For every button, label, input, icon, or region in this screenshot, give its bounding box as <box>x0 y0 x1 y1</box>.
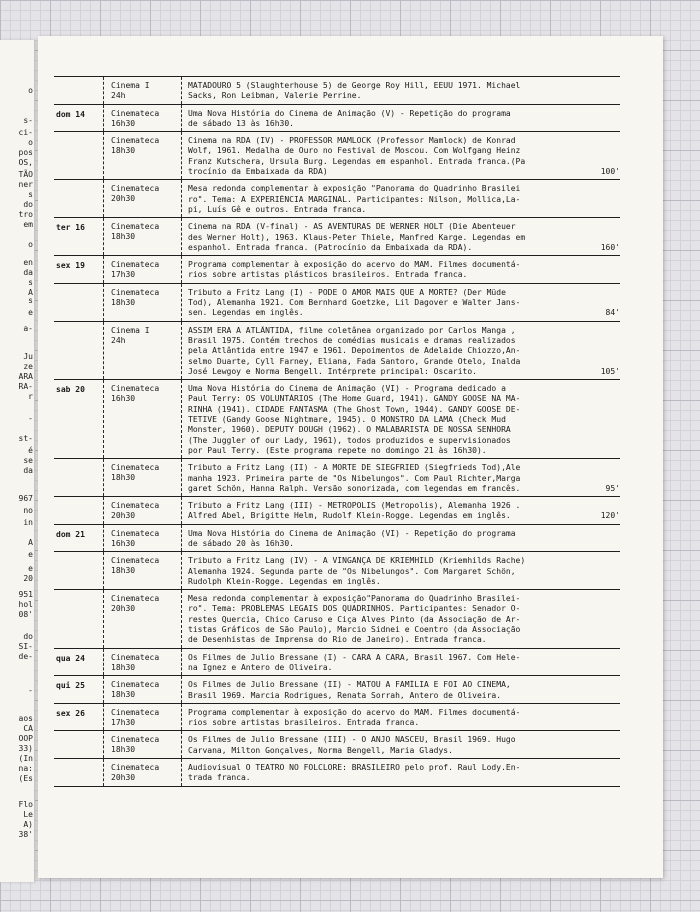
description-line: ro". Tema: A EXPERIÊNCIA MARGINAL. Participantes: Nilson, Mollica,La- <box>188 194 521 204</box>
venue-name: Cinemateca <box>111 652 160 662</box>
session-description <box>181 180 620 217</box>
session-venue-time <box>103 731 181 758</box>
margin-fragment: o <box>28 240 33 249</box>
venue-name: Cinemateca <box>111 287 160 297</box>
venue-name: Cinemateca <box>111 260 160 270</box>
venue-name: Cinemateca <box>111 594 160 604</box>
margin-fragment: 38' <box>18 830 33 839</box>
session-venue-time <box>103 380 181 458</box>
margin-fragment: hol <box>18 600 33 609</box>
session-venue-time <box>103 284 181 321</box>
margin-fragment: st- <box>18 434 33 443</box>
description-line: de sábado 20 às 16h30. <box>188 538 294 548</box>
session-description <box>181 256 620 283</box>
description-line: Cinema na RDA (V-final) - AS AVENTURAS DE WERNER HOLT (Die Abenteuer <box>188 222 516 232</box>
description-line: Alemanha 1924. Segunda parte de "Os Nibelungos". Com Margaret Schön, <box>188 566 516 576</box>
session-time: 18h30 <box>111 473 136 483</box>
description-line: por Paul Terry. (Este programa repete no domingo 21 às 16h30). <box>188 445 487 455</box>
margin-fragment: ze <box>23 362 33 371</box>
venue-name: Cinemateca <box>111 136 160 146</box>
session-time: 18h30 <box>111 146 136 156</box>
session-description <box>181 676 620 703</box>
margin-fragment: ner <box>18 180 33 189</box>
margin-fragment: TÃO <box>18 170 33 179</box>
session-date: qui 25 <box>56 681 85 691</box>
margin-fragment: OOP <box>18 734 33 743</box>
film-duration: 160' <box>600 242 620 252</box>
session-time: 18h30 <box>111 690 136 700</box>
session-time: 17h30 <box>111 717 136 727</box>
schedule-row <box>54 256 620 284</box>
schedule-row <box>54 552 620 590</box>
description-line: Tributo a Fritz Lang (IV) - A VINGANÇA DE KRIEMHILD (Kriemhilds Rache) <box>188 556 526 566</box>
session-venue-time <box>103 459 181 496</box>
session-time: 20h30 <box>111 511 136 521</box>
venue-name: Cinemateca <box>111 501 160 511</box>
session-description <box>181 590 620 647</box>
session-description <box>181 380 620 458</box>
session-time: 17h30 <box>111 270 136 280</box>
session-date <box>54 77 103 104</box>
margin-fragment: aos <box>18 714 33 723</box>
margin-fragment: - <box>28 414 33 423</box>
margin-fragment: s <box>28 296 33 305</box>
margin-fragment: s <box>28 278 33 287</box>
margin-fragment: Le <box>23 810 33 819</box>
margin-fragment: de- <box>18 652 33 661</box>
description-line: Uma Nova História do Cinema de Animação (V) - Repetição do programa <box>188 108 511 118</box>
session-description <box>181 649 620 676</box>
session-date: dom 21 <box>56 529 85 539</box>
description-line: Programa complementar à exposição do acervo do MAM. Filmes documentá- <box>188 260 521 270</box>
margin-fragment: A <box>28 538 33 547</box>
description-line: Uma Nova História do Cinema de Animação (VI) - Repetição do programa <box>188 528 516 538</box>
venue-name: Cinemateca <box>111 556 160 566</box>
session-date: dom 14 <box>56 109 85 119</box>
session-time: 18h30 <box>111 745 136 755</box>
schedule-row <box>54 218 620 256</box>
film-duration: 100' <box>600 167 620 177</box>
session-venue-time <box>103 525 181 552</box>
session-description <box>181 284 620 321</box>
session-time: 20h30 <box>111 604 136 614</box>
session-date: ter 16 <box>56 223 85 233</box>
description-line: pi, Luís Gê e outros. Entrada franca. <box>188 204 367 214</box>
margin-fragment: é <box>28 446 33 455</box>
margin-fragment: na: <box>18 764 33 773</box>
description-line: de Desenhistas de Imprensa do Rio de Janeiro). Entrada franca. <box>188 635 487 645</box>
margin-fragment: s- <box>23 116 33 125</box>
description-line: Paul Terry: OS VOLUNTÁRIOS (The Home Guard, 1941). GANDY GOOSE NA MA- <box>188 394 521 404</box>
session-venue-time <box>103 552 181 589</box>
margin-fragment: Flo <box>18 800 33 809</box>
description-line: selmo Duarte, Cyll Farney, Eliana, Fada Santoro, Grande Otelo, Inalda <box>188 356 521 366</box>
margin-fragment: (Es <box>18 774 33 783</box>
description-line: ro". Tema: PROBLEMAS LEGAIS DOS QUADRINHOS. Participantes: Senador O- <box>188 604 521 614</box>
session-description <box>181 704 620 731</box>
session-date <box>54 132 103 179</box>
schedule-row <box>54 105 620 133</box>
description-line: rios sobre artistas brasileiros. Entrada franca. <box>188 718 420 728</box>
description-line: Franz Kutschera, Ursula Burg. Legendas em espanhol. Entrada franca.(Pa <box>188 156 526 166</box>
schedule-row <box>54 132 620 180</box>
session-time: 20h30 <box>111 773 136 783</box>
margin-fragment: pos <box>18 148 33 157</box>
schedule-row <box>54 731 620 759</box>
margin-fragment: ARA <box>18 372 33 381</box>
venue-name: Cinemateca <box>111 384 160 394</box>
schedule-row <box>54 497 620 525</box>
description-line: Sacks, Ron Leibman, Valerie Perrine. <box>188 91 362 101</box>
venue-name: Cinemateca <box>111 735 160 745</box>
venue-name: Cinemateca <box>111 680 160 690</box>
session-description <box>181 731 620 758</box>
facing-page-edge <box>0 40 35 882</box>
description-line: garet Schön, Hanna Ralph. Versão sonorizada, com legendas em francês. <box>188 483 521 493</box>
schedule-row <box>54 704 620 732</box>
description-line: Programa complementar à exposição do acervo do MAM. Filmes documentá- <box>188 707 521 717</box>
session-date: sex 26 <box>56 708 85 718</box>
session-description <box>181 322 620 379</box>
schedule-row <box>54 525 620 553</box>
venue-name: Cinemateca <box>111 707 160 717</box>
margin-fragment: - <box>28 686 33 695</box>
schedule-row <box>54 759 620 787</box>
description-line: pela Atlântida entre 1947 e 1961. Depoimentos de Adelaide Chiozzo,An- <box>188 346 521 356</box>
session-time: 18h30 <box>111 662 136 672</box>
margin-fragment: tro <box>18 210 33 219</box>
session-date <box>54 497 103 524</box>
session-time: 16h30 <box>111 394 136 404</box>
session-venue-time <box>103 649 181 676</box>
margin-fragment: OS, <box>18 158 33 167</box>
session-venue-time <box>103 322 181 379</box>
description-line: trada franca. <box>188 773 251 783</box>
margin-fragment: o <box>28 138 33 147</box>
session-date: sab 20 <box>56 385 85 395</box>
description-line: Tod), Alemanha 1921. Com Bernhard Goetzke, Lil Dagover e Walter Jans- <box>188 298 521 308</box>
schedule-row <box>54 676 620 704</box>
session-description <box>181 218 620 255</box>
session-description <box>181 497 620 524</box>
session-description <box>181 525 620 552</box>
film-duration: 95' <box>605 483 620 493</box>
session-description <box>181 77 620 104</box>
schedule-row <box>54 180 620 218</box>
margin-fragment: Ju <box>23 352 33 361</box>
margin-fragment: o <box>28 86 33 95</box>
session-description <box>181 105 620 132</box>
description-line: Tributo a Fritz Lang (I) - PODE O AMOR MAIS QUE A MORTE? (Der Müde <box>188 287 506 297</box>
session-time: 24h <box>111 91 126 100</box>
schedule-row <box>54 322 620 380</box>
schedule-table <box>54 76 620 787</box>
margin-fragment: A <box>28 288 33 297</box>
session-date: sex 19 <box>56 261 85 271</box>
session-time: 18h30 <box>111 232 136 242</box>
margin-fragment: 08' <box>18 610 33 619</box>
session-time: 18h30 <box>111 566 136 576</box>
margin-fragment: do <box>23 632 33 641</box>
description-line: (The Juggler of our Lady, 1961), todos produzidos e supervisionados <box>188 435 511 445</box>
session-venue-time <box>103 77 181 104</box>
description-line: Brasil 1969. Marcia Rodrigues, Renata Sorrah, Antero de Oliveira. <box>188 690 502 700</box>
description-line: Tributo a Fritz Lang (III) - METROPOLIS (Metropolis), Alemanha 1926 . <box>188 501 521 511</box>
description-line: Mesa redonda complementar à exposição"Panorama do Quadrinho Brasilei- <box>188 594 521 604</box>
description-line: TETIVE (Gandy Goose Nightmare, 1945). O MONSTRO DA LAMA (Check Mud <box>188 415 506 425</box>
description-line: Monster, 1960). DEPUTY DOUGH (1962). O MALABARISTA DE NOSSA SENHORA <box>188 425 511 435</box>
venue-name: Cinema I <box>111 325 150 335</box>
session-venue-time <box>103 132 181 179</box>
film-duration: 105' <box>600 366 620 376</box>
description-line: manha 1923. Primeira parte de "Os Nibelungos". Com Paul Richter,Marga <box>188 473 521 483</box>
margin-fragment: r <box>28 392 33 401</box>
schedule-row <box>54 459 620 497</box>
schedule-row <box>54 284 620 322</box>
description-line: des Werner Holt), 1963. Klaus-Peter Thiele, Manfred Karge. Legendas em <box>188 232 526 242</box>
description-line: Carvana, Milton Gonçalves, Norma Bengell, Maria Gladys. <box>188 745 453 755</box>
session-time: 18h30 <box>111 297 136 307</box>
description-line: Tributo a Fritz Lang (II) - A MORTE DE SIEGFRIED (Siegfrieds Tod),Ale <box>188 463 521 473</box>
venue-name: Cinemateca <box>111 222 160 232</box>
description-line: na Ignez e Antero de Oliveira. <box>188 662 333 672</box>
margin-fragment: da <box>23 268 33 277</box>
session-date <box>54 322 103 379</box>
margin-fragment: in <box>23 518 33 527</box>
margin-fragment: 33) <box>18 744 33 753</box>
margin-fragment: en <box>23 258 33 267</box>
margin-fragment: (In <box>18 754 33 763</box>
margin-fragment: a- <box>23 324 33 333</box>
margin-fragment: e <box>28 308 33 317</box>
session-venue-time <box>103 218 181 255</box>
venue-name: Cinemateca <box>111 108 160 118</box>
margin-fragment: e <box>28 550 33 559</box>
session-date <box>54 552 103 589</box>
session-date <box>54 590 103 647</box>
description-line: tistas Gráficos de São Paulo), Marcio Sidnei e Coentro (da Associação <box>188 625 521 635</box>
session-venue-time <box>103 180 181 217</box>
margin-fragment: 20 <box>23 574 33 583</box>
session-venue-time <box>103 676 181 703</box>
session-date: qua 24 <box>56 653 85 663</box>
session-venue-time <box>103 497 181 524</box>
session-description <box>181 132 620 179</box>
description-line: José Lewgoy e Norma Bengell. Intérprete principal: Oscarito. <box>188 366 477 376</box>
description-line: RINHA (1941). CIDADE FANTASMA (The Ghost Town, 1944). GANDY GOOSE DE- <box>188 404 521 414</box>
schedule-row <box>54 649 620 677</box>
session-venue-time <box>103 256 181 283</box>
description-line: de sábado 13 às 16h30. <box>188 118 294 128</box>
description-line: restes Quercia, Chico Caruso e Ciça Alves Pinto (da Associação de Ar- <box>188 614 521 624</box>
description-line: Os Filmes de Julio Bressane (III) - O ANJO NASCEU, Brasil 1969. Hugo <box>188 735 516 745</box>
program-sheet <box>38 36 663 878</box>
margin-fragment: no <box>23 506 33 515</box>
description-line: Cinema na RDA (IV) - PROFESSOR MAMLOCK (Professor Mamlock) de Konrad <box>188 136 516 146</box>
description-line: sen. Legendas em inglês. <box>188 308 304 318</box>
session-description <box>181 459 620 496</box>
session-date <box>54 731 103 758</box>
description-line: espanhol. Entrada franca. (Patrocínio da Embaixada da RDA). <box>188 242 473 252</box>
margin-fragment: e <box>28 564 33 573</box>
session-time: 16h30 <box>111 118 136 128</box>
description-line: Brasil 1975. Contém trechos de comédias musicais e dramas realizados <box>188 335 516 345</box>
venue-name: Cinemateca <box>111 763 160 773</box>
session-description <box>181 552 620 589</box>
description-line: Wolf, 1961. Medalha de Ouro no Festival de Moscou. Com Wolfgang Heinz <box>188 146 521 156</box>
session-date <box>54 759 103 786</box>
margin-fragment: A) <box>23 820 33 829</box>
description-line: MATADOURO 5 (Slaughterhouse 5) de George Roy Hill, EEUU 1971. Michael <box>188 81 521 90</box>
description-line: Audiovisual O TEATRO NO FOLCLORE: BRASILEIRO pelo prof. Raul Lody.En- <box>188 763 521 773</box>
session-venue-time <box>103 105 181 132</box>
description-line: ASSIM ERA A ATLÂNTIDA, filme coletânea organizado por Carlos Manga , <box>188 325 516 335</box>
session-date <box>54 284 103 321</box>
margin-fragment: 951 <box>18 590 33 599</box>
session-time: 16h30 <box>111 538 136 548</box>
film-duration: 120' <box>600 511 620 521</box>
venue-name: Cinemateca <box>111 463 160 473</box>
session-venue-time <box>103 759 181 786</box>
schedule-row <box>54 590 620 648</box>
session-time: 20h30 <box>111 194 136 204</box>
venue-name: Cinemateca <box>111 528 160 538</box>
session-description <box>181 759 620 786</box>
description-line: Uma Nova História do Cinema de Animação (VI) - Programa dedicado a <box>188 384 506 394</box>
schedule-row <box>54 380 620 459</box>
session-venue-time <box>103 590 181 647</box>
margin-fragment: da <box>23 466 33 475</box>
session-venue-time <box>103 704 181 731</box>
description-line: Os Filmes de Julio Bressane (I) - CARA A CARA, Brasil 1967. Com Hele- <box>188 652 521 662</box>
session-date <box>54 459 103 496</box>
margin-fragment: SI- <box>18 642 33 651</box>
description-line: Alfred Abel, Brigitte Helm, Rudolf Klein-Rogge. Legendas em inglês. <box>188 511 511 521</box>
description-line: rios sobre artistas plásticos brasileiros. Entrada franca. <box>188 270 468 280</box>
session-time: 24h <box>111 335 126 345</box>
description-line: Os Filmes de Julio Bressane (II) - MATOU A FAMÍLIA E FOI AO CINEMA, <box>188 680 511 690</box>
session-date <box>54 180 103 217</box>
margin-fragment: se <box>23 456 33 465</box>
margin-fragment: do <box>23 200 33 209</box>
schedule-row <box>54 76 620 105</box>
margin-fragment: RA- <box>18 382 33 391</box>
margin-fragment: 967 <box>18 494 33 503</box>
venue-name: Cinema I <box>111 81 150 90</box>
description-line: Mesa redonda complementar à exposição "Panorama do Quadrinho Brasilei <box>188 184 521 194</box>
margin-fragment: ci- <box>18 128 33 137</box>
description-line: trocínio da Embaixada da RDA) <box>188 167 328 177</box>
description-line: Rudolph Klein-Rogge. Legendas em inglês. <box>188 576 381 586</box>
margin-fragment: CA <box>23 724 33 733</box>
film-duration: 84' <box>605 308 620 318</box>
venue-name: Cinemateca <box>111 184 160 194</box>
margin-fragment: em <box>23 220 33 229</box>
margin-fragment: s <box>28 190 33 199</box>
